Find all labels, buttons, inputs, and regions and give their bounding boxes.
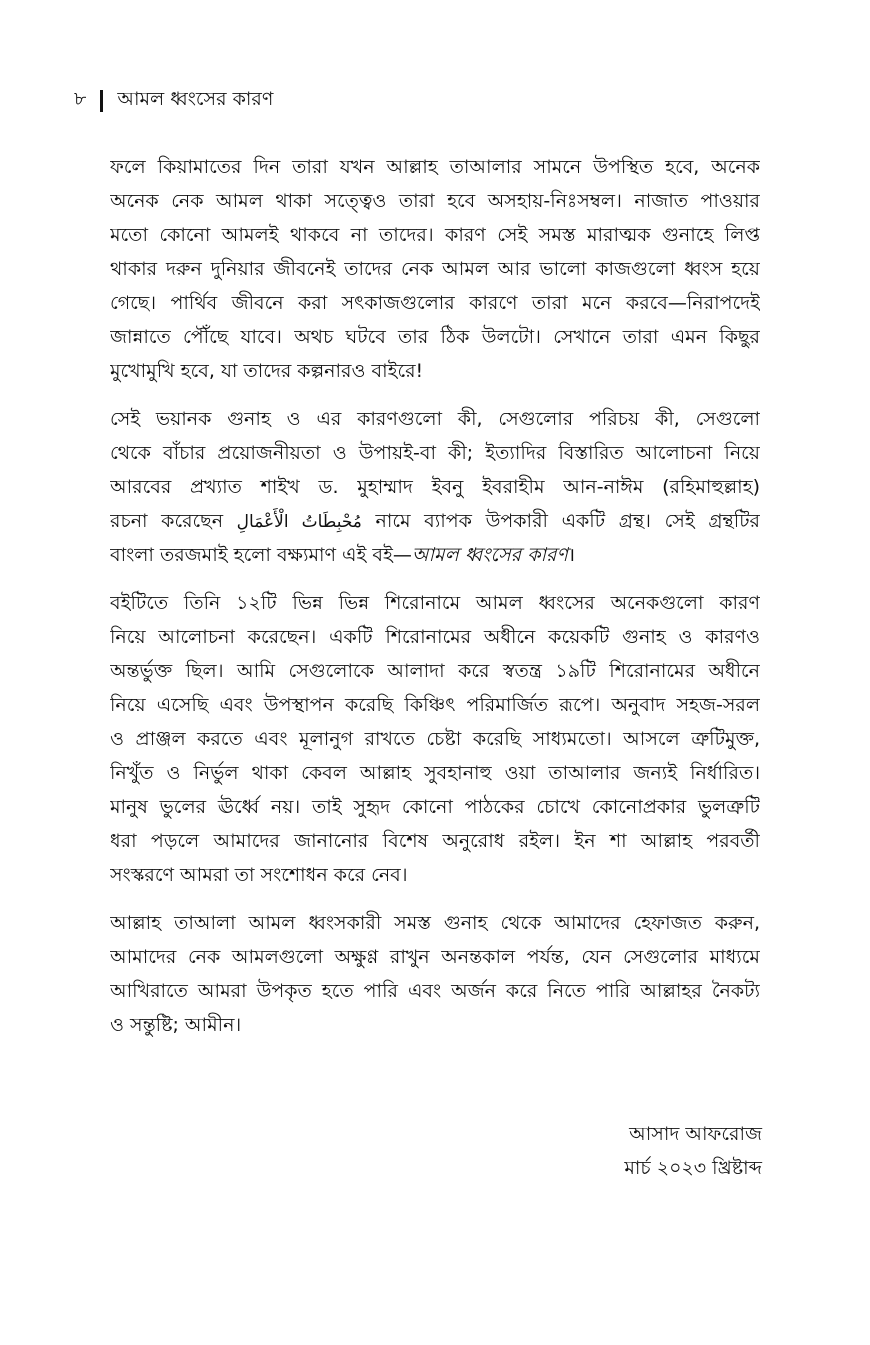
running-title: আমল ধ্বংসের কারণ	[117, 88, 274, 110]
paragraph-3	[110, 586, 760, 892]
text-fragment: বাংলা তরজমাই হলো বক্ষ্যমাণ এই বই—	[110, 544, 412, 566]
signature-date: মার্চ ২০২৩ খ্রিষ্টাব্দ	[624, 1157, 762, 1179]
page-header	[74, 86, 273, 116]
text-fragment: ।	[567, 544, 576, 566]
text-line: গেছে। পার্থিব জীবনে করা সৎকাজগুলোর কারণে তারা মনে করবে—নিরাপদেই	[110, 292, 760, 314]
book-title: আমল ধ্বংসের কারণ	[411, 544, 568, 566]
text-line: বইটিতে তিনি ১২টি ভিন্ন ভিন্ন শিরোনামে আমল ধ্বংসের অনেকগুলো কারণ	[110, 592, 760, 614]
text-fragment: রচনা করেছেন	[110, 510, 224, 532]
text-line-with-book-title	[110, 538, 760, 572]
signature-block	[624, 1117, 762, 1185]
arabic-book-title: مُحْبِطَاتُ الْأَعْمَالِ	[236, 512, 362, 532]
page-number: ৮	[74, 88, 87, 110]
header-divider	[100, 90, 103, 112]
paragraph-1	[110, 150, 760, 388]
paragraph-4	[110, 906, 760, 1042]
text-line: সংস্করণে আমরা তা সংশোধন করে নেব।	[110, 864, 408, 886]
text-line: অনেক নেক আমল থাকা সত্ত্বেও তারা হবে অসহায়-নিঃসম্বল। নাজাত পাওয়ার	[110, 190, 760, 212]
text-line: মুখোমুখি হবে, যা তাদের কল্পনারও বাইরে!	[110, 360, 424, 382]
text-line: থেকে বাঁচার প্রয়োজনীয়তা ও উপায়ই-বা কী; ইত্যাদির বিস্তারিত আলোচনা নিয়ে	[110, 442, 760, 464]
text-line: সেই ভয়ানক গুনাহ ও এর কারণগুলো কী, সেগুলোর পরিচয় কী, সেগুলো	[110, 408, 760, 430]
text-line: অন্তর্ভুক্ত ছিল। আমি সেগুলোকে আলাদা করে স্বতন্ত্র ১৯টি শিরোনামের অধীনে	[110, 660, 760, 682]
text-line-with-arabic-title	[110, 504, 760, 538]
text-line: মানুষ ভুলের ঊর্ধ্বে নয়। তাই সুহৃদ কোনো পাঠকের চোখে কোনোপ্রকার ভুলত্রুটি	[110, 796, 760, 818]
text-line: নিখুঁত ও নির্ভুল থাকা কেবল আল্লাহ সুবহানাহু ওয়া তাআলার জন্যই নির্ধারিত।	[110, 762, 760, 784]
text-line: মতো কোনো আমলই থাকবে না তাদের। কারণ সেই সমস্ত মারাত্মক গুনাহে লিপ্ত	[110, 224, 760, 246]
text-line: ও প্রাঞ্জল করতে এবং মূলানুগ রাখতে চেষ্টা করেছি সাধ্যমতো। আসলে ত্রুটিমুক্ত,	[110, 728, 760, 750]
text-line: আখিরাতে আমরা উপকৃত হতে পারি এবং অর্জন করে নিতে পারি আল্লাহর নৈকট্য	[110, 980, 760, 1002]
body-text	[110, 150, 760, 1056]
text-line: ধরা পড়লে আমাদের জানানোর বিশেষ অনুরোধ রইল। ইন শা আল্লাহ পরবর্তী	[110, 830, 760, 852]
text-line: ফলে কিয়ামাতের দিন তারা যখন আল্লাহ তাআলার সামনে উপস্থিত হবে, অনেক	[110, 156, 760, 178]
text-line: আল্লাহ তাআলা আমল ধ্বংসকারী সমস্ত গুনাহ থেকে আমাদের হেফাজত করুন,	[110, 912, 760, 934]
text-line: জান্নাতে পৌঁছে যাবে। অথচ ঘটবে তার ঠিক উলটো। সেখানে তারা এমন কিছুর	[110, 326, 760, 348]
text-fragment: নামে ব্যাপক উপকারী একটি গ্রন্থ। সেই গ্রন্থটির	[375, 510, 760, 532]
text-line: আমাদের নেক আমলগুলো অক্ষুণ্ণ রাখুন অনন্তকাল পর্যন্ত, যেন সেগুলোর মাধ্যমে	[110, 946, 760, 968]
author-name: আসাদ আফরোজ	[629, 1123, 762, 1145]
text-line: নিয়ে আলোচনা করেছেন। একটি শিরোনামের অধীনে কয়েকটি গুনাহ ও কারণও	[110, 626, 760, 648]
text-line: ও সন্তুষ্টি; আমীন।	[110, 1014, 242, 1036]
paragraph-2	[110, 402, 760, 572]
text-line: নিয়ে এসেছি এবং উপস্থাপন করেছি কিঞ্চিৎ পরিমার্জিত রূপে। অনুবাদ সহজ-সরল	[110, 694, 760, 716]
text-line: আরবের প্রখ্যাত শাইখ ড. মুহাম্মাদ ইবনু ইবরাহীম আন-নাঈম (রহিমাহুল্লাহ)	[110, 476, 760, 498]
text-line: থাকার দরুন দুনিয়ার জীবনেই তাদের নেক আমল আর ভালো কাজগুলো ধ্বংস হয়ে	[110, 258, 760, 280]
